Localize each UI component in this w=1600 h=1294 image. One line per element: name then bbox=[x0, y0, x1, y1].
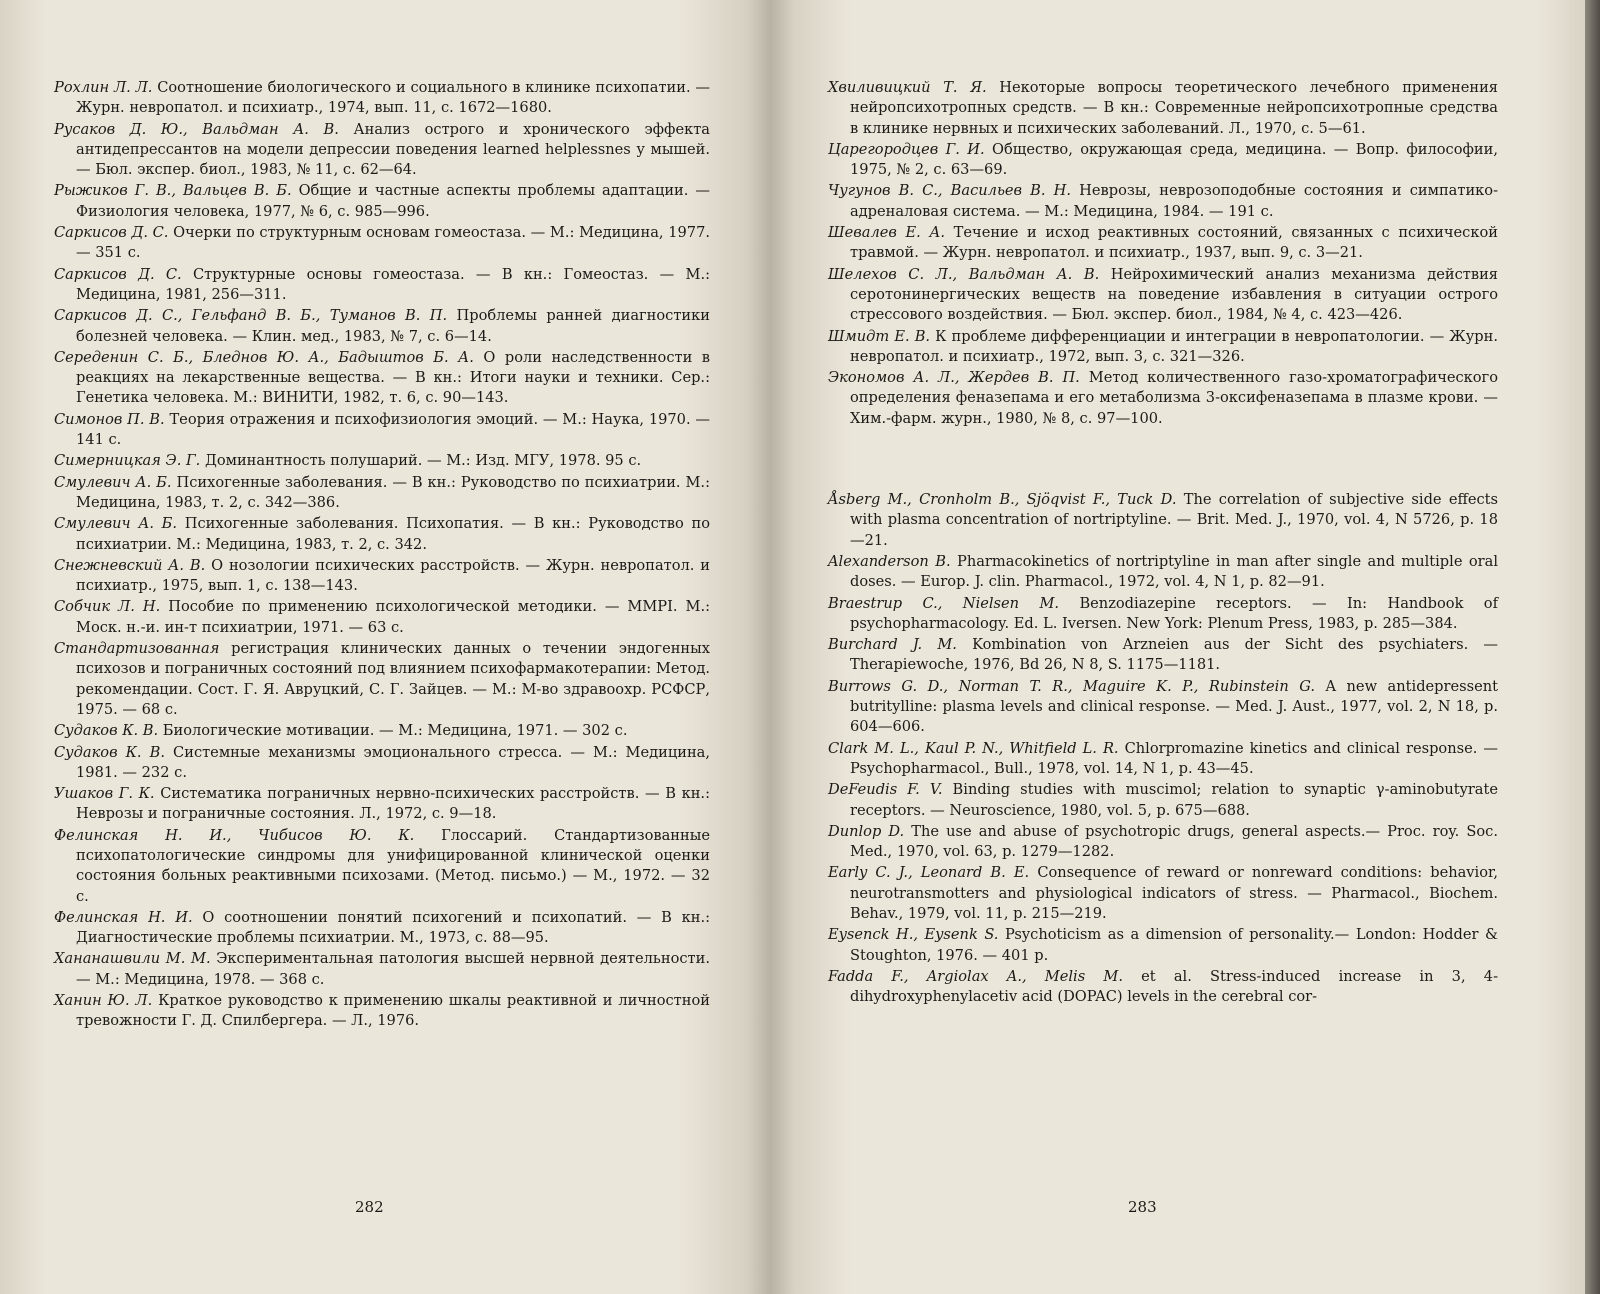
reference-authors: Смулевич А. Б. bbox=[54, 473, 172, 491]
reference-authors: Снежневский А. В. bbox=[54, 556, 206, 574]
reference-entry bbox=[828, 552, 1498, 593]
reference-authors: Fadda F., Argiolax A., Melis M. bbox=[828, 967, 1123, 985]
reference-entry bbox=[828, 368, 1498, 429]
reference-text: Соотношение биологического и социального в клинике психопатии. — Журн. невропатол. и психиатр., 1974, вып. 11, с. 1672—1680. bbox=[76, 79, 711, 117]
reference-entry bbox=[54, 78, 710, 119]
reference-authors: Ушаков Г. К. bbox=[54, 785, 155, 803]
reference-authors: Рыжиков Г. В., Вальцев В. Б. bbox=[54, 182, 292, 200]
reference-entry bbox=[54, 721, 710, 741]
reference-text: Kombination von Arzneien aus der Sicht des psychiaters. — Therapiewoche, 1976, Bd 26, N 8, S. 1175—1181. bbox=[850, 636, 1498, 674]
reference-authors: Стандартизованная bbox=[54, 640, 220, 658]
reference-authors: Ханин Ю. Л. bbox=[54, 992, 153, 1010]
reference-text: Chlorpromazine kinetics and clinical response. — Psychopharmacol., Bull., 1978, vol. 14, N 1, p. 43—45. bbox=[850, 739, 1498, 777]
reference-entry bbox=[54, 473, 710, 514]
reference-text: Пособие по применению психологической методики. — MMPI. М.: Моск. н.-и. ин-т психиатрии, 1971. — 63 с. bbox=[76, 598, 711, 636]
reference-authors: Судаков К. В. bbox=[54, 722, 159, 740]
reference-text: Системные механизмы эмоционального стресса. — М.: Медицина, 1981. — 232 с. bbox=[76, 743, 711, 781]
reference-authors: Царегородцев Г. И. bbox=[828, 140, 985, 158]
reference-authors: Саркисов Д. С., Гельфанд В. Б., Туманов В. П. bbox=[54, 307, 448, 325]
reference-entry bbox=[828, 967, 1498, 1008]
reference-entry bbox=[54, 265, 710, 306]
reference-entry bbox=[828, 677, 1498, 738]
reference-entry bbox=[54, 908, 710, 949]
reference-text: Binding studies with muscimol; relation to synaptic γ-aminobutyrate receptors. — Neuroscience, 1980, vol. 5, p. 675—688. bbox=[850, 781, 1499, 819]
reference-entry bbox=[828, 490, 1498, 551]
reference-entry bbox=[828, 594, 1498, 635]
reference-text: The use and abuse of psychotropic drugs, general aspects.— Proc. roy. Soc. Med., 1970, vol. 63, p. 1279—1282. bbox=[850, 822, 1498, 861]
reference-text: Общие и частные аспекты проблемы адаптации. — Физиология человека, 1977, № 6, с. 985—996. bbox=[76, 182, 710, 220]
reference-text: Неврозы, неврозоподобные состояния и симпатико-адреналовая система. — М.: Медицина, 1984. — 191 с. bbox=[850, 182, 1499, 220]
reference-text: Систематика пограничных нервно-психических расстройств. — В кн.: Неврозы и пограничные состояния. Л., 1972, с. 9—18. bbox=[76, 785, 710, 823]
reference-entry bbox=[54, 223, 710, 264]
reference-text: Биологические мотивации. — М.: Медицина, 1971. — 302 с. bbox=[162, 722, 628, 740]
reference-authors: Clark M. L., Kaul P. N., Whitfield L. R. bbox=[828, 739, 1119, 757]
reference-entry bbox=[54, 306, 710, 347]
reference-text: Benzodiazepine receptors. — In: Handbook of psychopharmacology. Ed. L. Iversen. New York: Plenum Press, 1983, p. 285—384. bbox=[850, 594, 1498, 632]
reference-authors: Саркисов Д. С. bbox=[54, 265, 182, 283]
reference-text: Структурные основы гомеостаза. — В кн.: Гомеостаз. — М.: Медицина, 1981, 256—311. bbox=[76, 265, 710, 303]
reference-text: Краткое руководство к применению шкалы реактивной и личностной тревожности Г. Д. Спилбергера. — Л., 1976. bbox=[76, 992, 710, 1030]
reference-authors: Braestrup C., Nielsen M. bbox=[828, 594, 1060, 612]
reference-entry bbox=[828, 925, 1498, 966]
reference-authors: Шелехов С. Л., Вальдман А. В. bbox=[828, 265, 1100, 283]
left-page bbox=[0, 0, 770, 1294]
reference-entry bbox=[54, 991, 710, 1032]
reference-entry bbox=[54, 120, 710, 181]
reference-entry bbox=[828, 635, 1498, 676]
reference-authors: Фелинская Н. И. bbox=[54, 908, 193, 926]
reference-authors: Alexanderson B. bbox=[828, 552, 951, 570]
reference-text: Психогенные заболевания. Психопатия. — В кн.: Руководство по психиатрии. М.: Медицина, 1983, т. 2, с. 342. bbox=[76, 515, 711, 553]
reference-text: Анализ острого и хронического эффекта антидепрессантов на модели депрессии поведения learned helplessnes у мышей. — Бюл. экспер. биол., 1983, № 11, с. 62—64. bbox=[76, 120, 710, 179]
right-page bbox=[770, 0, 1585, 1294]
reference-entry bbox=[54, 556, 710, 597]
reference-text: The correlation of subjective side effects with plasma concentration of nortriptyline. — Brit. Med. J., 1970, vol. 4, N 5726, p. 18—21. bbox=[850, 491, 1498, 549]
reference-entry bbox=[54, 639, 710, 720]
reference-authors: Åsberg M., Cronholm B., Sjöqvist F., Tuck D. bbox=[828, 491, 1177, 509]
reference-authors: Симонов П. В. bbox=[54, 410, 165, 428]
reference-entry bbox=[828, 863, 1498, 924]
reference-authors: Чугунов В. С., Васильев В. Н. bbox=[828, 182, 1072, 200]
reference-authors: Burrows G. D., Norman T. R., Maguire K. P., Rubinstein G. bbox=[828, 677, 1315, 695]
reference-authors: Смулевич А. Б. bbox=[54, 515, 178, 533]
russian-references bbox=[828, 78, 1498, 429]
reference-entry bbox=[828, 78, 1498, 139]
reference-entry bbox=[828, 327, 1498, 368]
reference-text: Consequence of reward or nonreward conditions: behavior, neurotransmotters and physiological indicators of stress. — Pharmacol., Biochem. Behav., 1979, vol. 11, p. 215—219. bbox=[850, 864, 1499, 922]
reference-text: Некоторые вопросы теоретического лечебного применения нейропсихотропных средств. — В кн.: Современные нейропсихотропные средства в клинике нервных и психических заболеваний. Л., 1970, с. 5—61. bbox=[850, 79, 1499, 137]
reference-text: О соотношении понятий психогений и психопатий. — В кн.: Диагностические проблемы психиатрии. М., 1973, с. 88—95. bbox=[76, 908, 711, 947]
reference-entry bbox=[54, 784, 710, 825]
reference-text: Общество, окружающая среда, медицина. — Вопр. философии, 1975, № 2, с. 63—69. bbox=[850, 140, 1498, 179]
reference-authors: Шмидт Е. В. bbox=[828, 327, 931, 345]
reference-text: Pharmacokinetics of nortriptyline in man after single and multiple oral doses. — Europ. J. clin. Pharmacol., 1972, vol. 4, N 1, p. 82—91. bbox=[850, 552, 1499, 591]
reference-entry bbox=[54, 181, 710, 222]
reference-entry bbox=[828, 265, 1498, 326]
reference-text: Psychoticism as a dimension of personality.— London: Hodder & Stoughton, 1976. — 401 p. bbox=[850, 926, 1499, 964]
reference-text: К проблеме дифференциации и интеграции в невропатологии. — Журн. невропатол. и психиатр., 1972, вып. 3, с. 321—326. bbox=[850, 327, 1498, 365]
reference-authors: Экономов А. Л., Жердев В. П. bbox=[828, 369, 1080, 387]
bibliography-column-right bbox=[828, 78, 1498, 1008]
reference-entry bbox=[54, 743, 710, 784]
page-number-right: 283 bbox=[1128, 1198, 1157, 1216]
reference-authors: Хвиливицкий Т. Я. bbox=[828, 79, 987, 96]
reference-entry bbox=[54, 514, 710, 555]
reference-entry bbox=[54, 451, 710, 471]
reference-text: Проблемы ранней диагностики болезней человека. — Клин. мед., 1983, № 7, с. 6—14. bbox=[76, 307, 711, 345]
reference-text: Глоссарий. Стандартизованные психопатологические синдромы для унифицированной клинической оценки состояния больных реактивными психозами. (Метод. письмо.) — М., 1972. — 32 с. bbox=[76, 826, 710, 905]
reference-text: регистрация клинических данных о течении эндогенных психозов и пограничных состояний под влиянием психофармакотерапии: Метод. рекомендации. Сост. Г. Я. Авруцкий, С. Г. Зайцев. — М.: М-во здравоохр. РСФСР, 1975. — 68 с. bbox=[76, 640, 711, 718]
reference-text: Очерки по структурным основам гомеостаза. — М.: Медицина, 1977. — 351 с. bbox=[76, 224, 711, 262]
reference-text: Психогенные заболевания. — В кн.: Руководство по психиатрии. М.: Медицина, 1983, т. 2, с. 342—386. bbox=[76, 473, 710, 511]
reference-text: Метод количественного газо-хроматографического определения феназепама и его метаболизма 3-оксифеназепама в плазме крови. — Хим.-фарм. журн., 1980, № 8, с. 97—100. bbox=[850, 369, 1498, 427]
page-number-left: 282 bbox=[355, 1198, 384, 1216]
reference-entry bbox=[828, 140, 1498, 181]
reference-authors: Судаков К. В. bbox=[54, 743, 165, 761]
reference-authors: Eysenck H., Eysenk S. bbox=[828, 926, 999, 944]
reference-text: A new antidepressent butritylline: plasma levels and clinical response. — Med. J. Aust., 1977, vol. 2, N 18, p. 604—606. bbox=[850, 677, 1499, 736]
reference-authors: Early C. J., Leonard B. E. bbox=[828, 864, 1030, 882]
reference-text: О роли наследственности в реакциях на лекарственные вещества. — В кн.: Итоги науки и техники. Сер.: Генетика человека. М.: ВИНИТИ, 1982, т. 6, с. 90—143. bbox=[76, 348, 711, 407]
foreign-references bbox=[828, 490, 1498, 1007]
section-gap bbox=[828, 430, 1498, 490]
reference-text: Течение и исход реактивных состояний, связанных с психической травмой. — Журн. невропатол. и психиатр., 1937, вып. 9, с. 3—21. bbox=[850, 224, 1498, 262]
reference-text: Нейрохимический анализ механизма действия серотонинергических веществ на поведение избавления в ситуации острого стрессового воздействия. — Бюл. экспер. биол., 1984, № 4, с. 423—426. bbox=[850, 265, 1499, 324]
reference-authors: Саркисов Д. С. bbox=[54, 224, 169, 242]
reference-entry bbox=[54, 348, 710, 409]
reference-entry bbox=[54, 826, 710, 907]
reference-authors: Середенин С. Б., Бледнов Ю. А., Бадыштов Б. А. bbox=[54, 348, 474, 366]
reference-authors: Хананашвили М. М. bbox=[54, 950, 211, 968]
reference-authors: Рохлин Л. Л. bbox=[54, 79, 153, 96]
bibliography-column-left bbox=[54, 78, 710, 1033]
reference-authors: Шевалев Е. А. bbox=[828, 224, 946, 242]
reference-entry bbox=[828, 822, 1498, 863]
reference-authors: Симерницкая Э. Г. bbox=[54, 452, 201, 470]
reference-entry bbox=[828, 223, 1498, 264]
reference-entry bbox=[54, 949, 710, 990]
reference-authors: Русаков Д. Ю., Вальдман А. В. bbox=[54, 120, 339, 138]
reference-authors: DeFeudis F. V. bbox=[828, 781, 943, 799]
reference-text: et al. Stress-induced increase in 3, 4-dihydroxyphenylacetiv acid (DOPAC) levels in the cerebral cor- bbox=[850, 967, 1499, 1006]
reference-entry bbox=[54, 410, 710, 451]
reference-text: Доминантность полушарий. — М.: Изд. МГУ, 1978. 95 с. bbox=[204, 452, 642, 470]
reference-authors: Фелинская Н. И., Чибисов Ю. К. bbox=[54, 826, 415, 844]
book-edge bbox=[1585, 0, 1600, 1294]
reference-entry bbox=[828, 780, 1498, 821]
reference-entry bbox=[54, 597, 710, 638]
reference-authors: Собчик Л. Н. bbox=[54, 598, 161, 616]
reference-text: О нозологии психических расстройств. — Журн. невропатол. и психиатр., 1975, вып. 1, с. 138—143. bbox=[76, 556, 711, 595]
reference-text: Теория отражения и психофизиология эмоций. — М.: Наука, 1970. — 141 с. bbox=[76, 410, 710, 449]
reference-entry bbox=[828, 739, 1498, 780]
reference-authors: Burchard J. M. bbox=[828, 636, 957, 654]
reference-entry bbox=[828, 181, 1498, 222]
reference-text: Экспериментальная патология высшей нервной деятельности. — М.: Медицина, 1978. — 368 с. bbox=[76, 950, 710, 988]
reference-authors: Dunlop D. bbox=[828, 822, 905, 840]
